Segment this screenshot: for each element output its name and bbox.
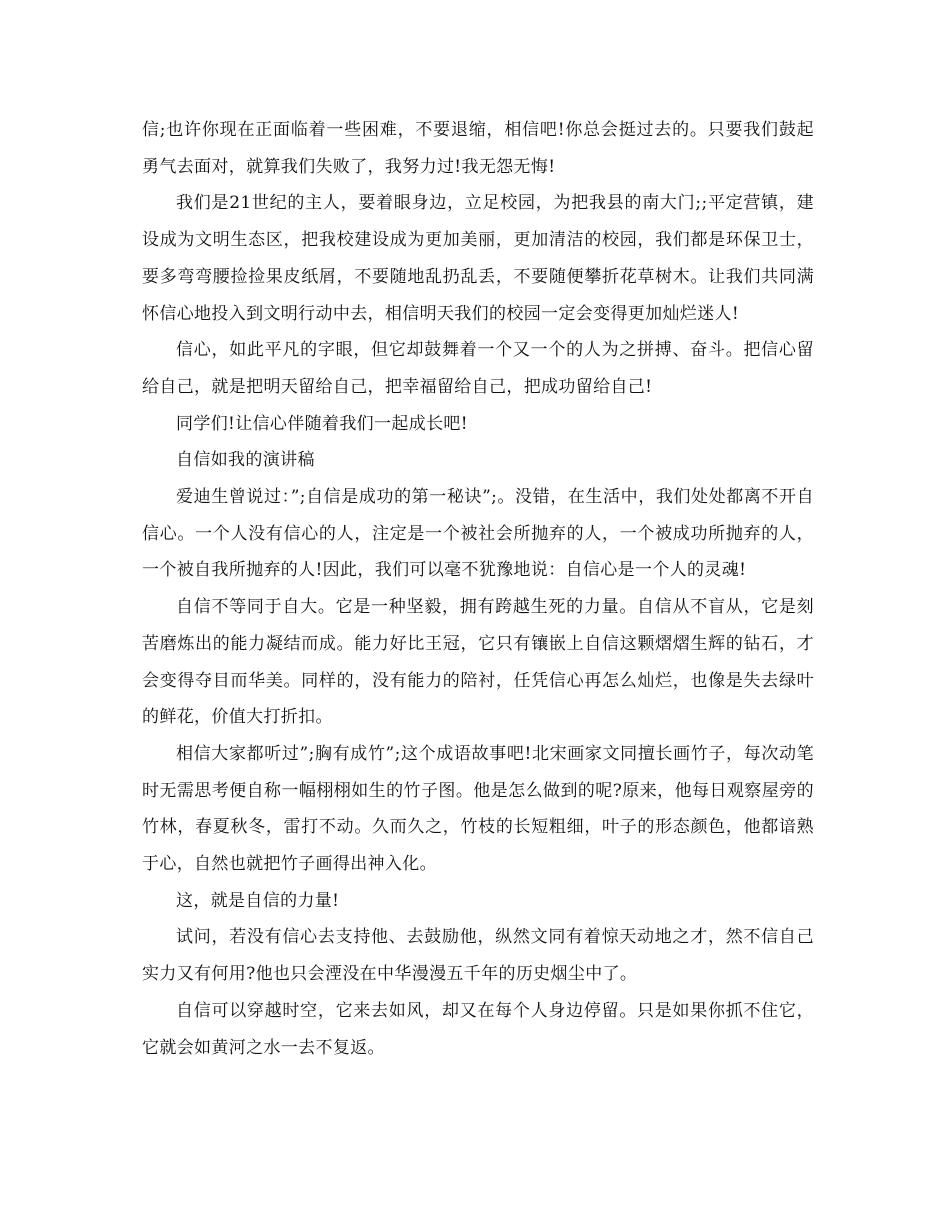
paragraph: 试问，若没有信心去支持他、去鼓励他，纵然文同有着惊天动地之才，然不信自己实力又有何用?他也只会湮没在中华漫漫五千年的历史烟尘中了。 bbox=[142, 927, 814, 985]
paragraph: 这，就是自信的力量! bbox=[176, 890, 340, 911]
paragraph: 我们是21世纪的主人，要着眼身边，立足校园，为把我县的南大门;;平定营镇，建设成为文明生态区，把我校建设成为更加美丽，更加清洁的校园，我们都是环保卫士，要多弯弯腰捡捡果皮纸屑，不要随地乱扔乱丢，不要随便攀折花草树木。让我们共同满怀信心地投入到文明行动中去，相信明天我们的校园一定会变得更加灿烂迷人! bbox=[142, 193, 814, 324]
section-heading: 自信如我的演讲稿 bbox=[176, 450, 315, 471]
paragraph: 信心，如此平凡的字眼，但它却鼓舞着一个又一个的人为之拼搏、奋斗。把信心留给自己，就是把明天留给自己，把幸福留给自己，把成功留给自己! bbox=[142, 340, 814, 397]
document-body bbox=[142, 112, 814, 1066]
paragraph: 自信不等同于自大。它是一种坚毅，拥有跨越生死的力量。自信从不盲从，它是刻苦磨炼出的能力凝结而成。能力好比王冠，它只有镶嵌上自信这颗熠熠生辉的钻石，才会变得夺目而华美。同样的，没有能力的陪衬，任凭信心再怎么灿烂，也像是失去绿叶的鲜花，价值大打折扣。 bbox=[142, 597, 814, 728]
paragraph: 信;也许你现在正面临着一些困难，不要退缩，相信吧!你总会挺过去的。只要我们鼓起勇气去面对，就算我们失败了，我努力过!我无怨无悔! bbox=[142, 120, 814, 177]
paragraph: 相信大家都听过”;胸有成竹”;这个成语故事吧!北宋画家文同擅长画竹子，每次动笔时无需思考便自称一幅栩栩如生的竹子图。他是怎么做到的呢?原来，他每日观察屋旁的竹林，春夏秋冬，雷打不动。久而久之，竹枝的长短粗细，叶子的形态颜色，他都谙熟于心，自然也就把竹子画得出神入化。 bbox=[142, 743, 814, 875]
paragraph: 爱迪生曾说过：”;自信是成功的第一秘诀”;。没错，在生活中，我们处处都离不开自信心。一个人没有信心的人，注定是一个被社会所抛弃的人，一个被成功所抛弃的人，一个被自我所抛弃的人!因此，我们可以毫不犹豫地说：自信心是一个人的灵魂! bbox=[142, 487, 814, 581]
paragraph: 同学们!让信心伴随着我们一起成长吧! bbox=[176, 413, 468, 434]
paragraph: 自信可以穿越时空，它来去如风，却又在每个人身边停留。只是如果你抓不住它，它就会如黄河之水一去不复返。 bbox=[142, 1000, 814, 1058]
